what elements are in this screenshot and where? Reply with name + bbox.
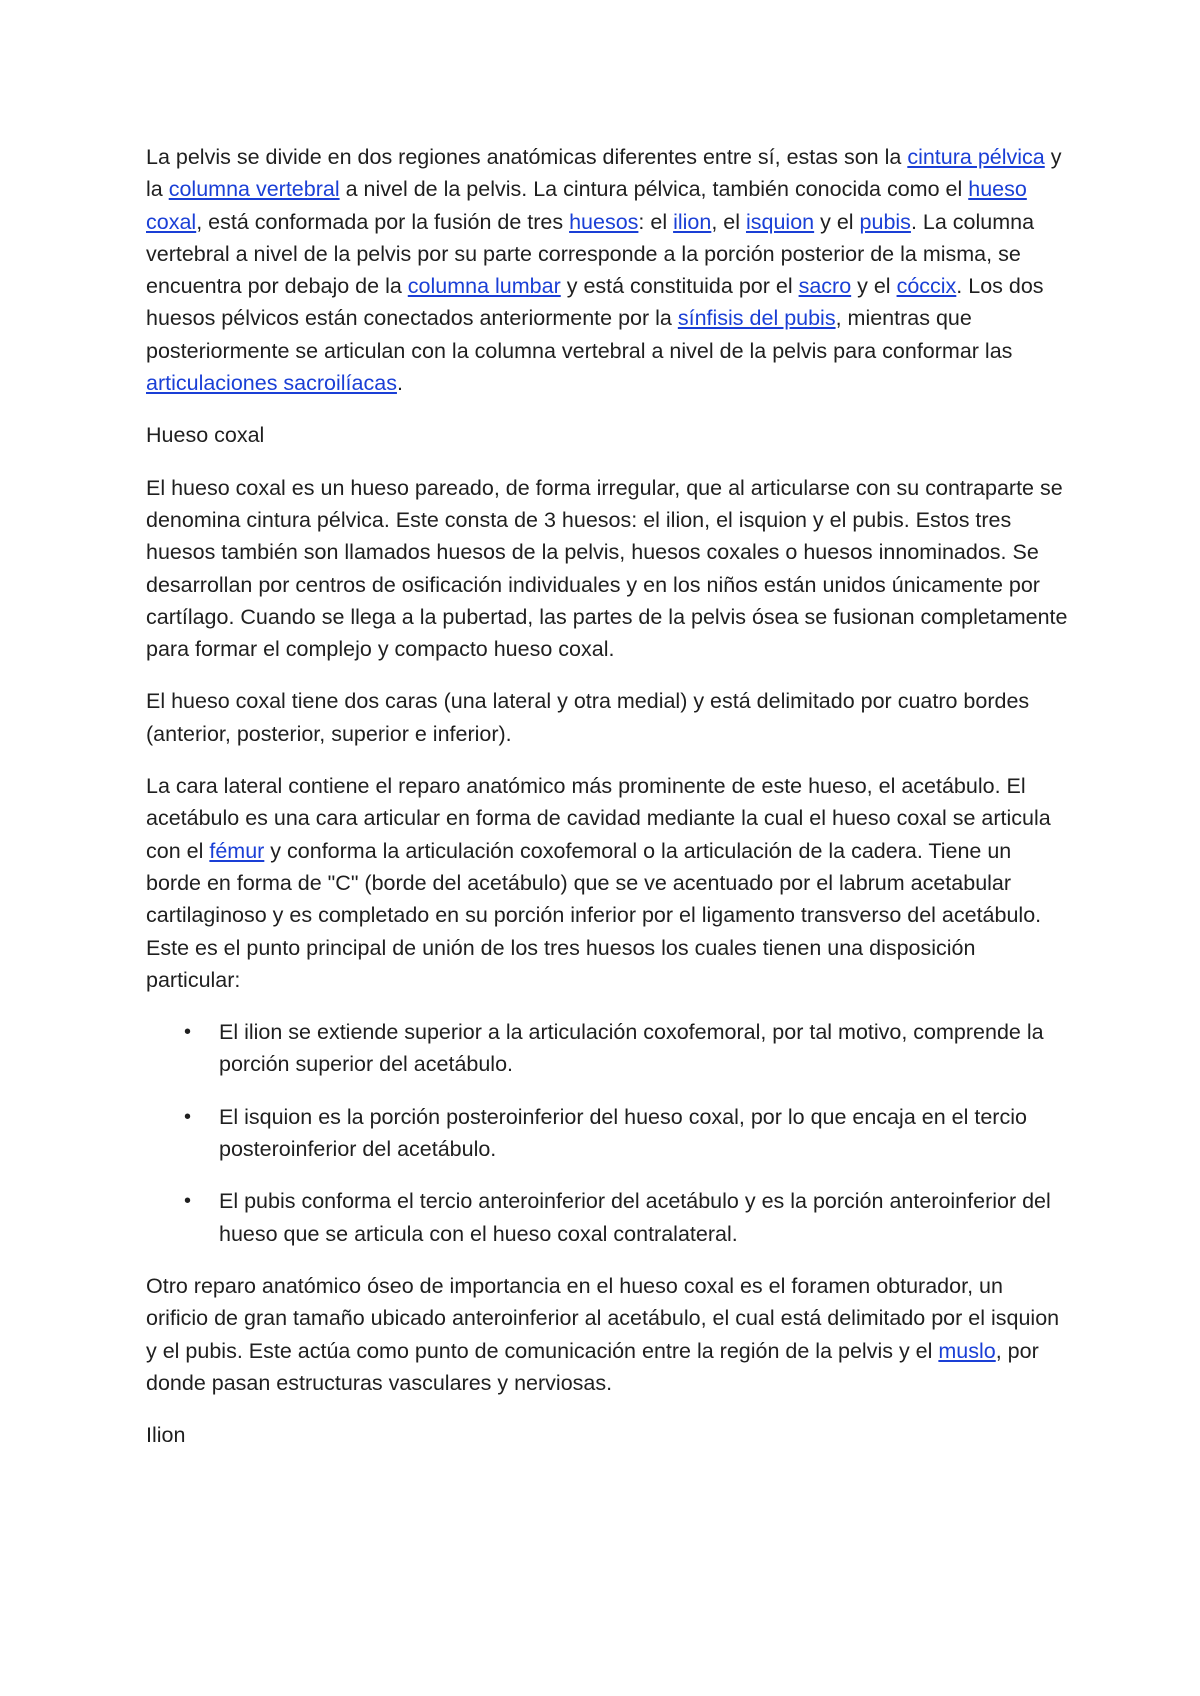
- link-cintura-pelvica[interactable]: cintura pélvica: [907, 145, 1045, 169]
- intro-text: La pelvis se divide en dos regiones anatómicas diferentes entre sí, estas son la: [146, 145, 908, 169]
- intro-text: , está conformada por la fusión de tres: [196, 209, 570, 234]
- link-columna-vertebral[interactable]: columna vertebral: [168, 177, 340, 202]
- link-femur[interactable]: fémur: [209, 838, 265, 863]
- intro-text: y la: [146, 145, 1062, 202]
- link-pubis[interactable]: pubis: [859, 209, 911, 234]
- link-coccix[interactable]: cóccix: [896, 274, 957, 299]
- lateral-text: La cara lateral contiene el reparo anatómico más prominente de este hueso, el acetábulo. El acetábulo es una cara articular en forma de cavidad mediante la cual el hueso coxal se articula con el: [146, 774, 1051, 863]
- intro-text: y está constituida por el: [560, 274, 799, 299]
- link-muslo[interactable]: muslo: [938, 1338, 996, 1363]
- section-heading-ilion: Ilion: [146, 1423, 186, 1448]
- link-sacro[interactable]: sacro: [798, 274, 852, 299]
- foramen-text: , por donde pasan estructuras vasculares y nerviosas.: [146, 1338, 1039, 1395]
- intro-text: , el: [711, 209, 746, 234]
- intro-text: . Los dos huesos pélvicos están conectados anteriormente por la: [146, 274, 1044, 331]
- intro-paragraph: [146, 141, 1068, 399]
- intro-text: . La columna vertebral a nivel de la pelvis por su parte corresponde a la porción posterior de la misma, se encuentra por debajo de la: [146, 209, 1035, 299]
- bullet-icon: •: [184, 1021, 192, 1044]
- intro-text: : el: [638, 209, 674, 234]
- lateral-text: y conforma la articulación coxofemoral o la articulación de la cadera. Tiene un borde en forma de "C" (borde del acetábulo) que se ve acentuado por el labrum acetabular cartilaginoso y es completado en su porción inferior por el ligamento transverso del acetábulo. Este es el punto principal de unión de los tres huesos los cuales tienen una disposición particular:: [146, 838, 1042, 992]
- list-item: [146, 1101, 1068, 1166]
- paragraph-foramen-obturador: [146, 1270, 1068, 1399]
- link-isquion[interactable]: isquion: [745, 209, 815, 234]
- list-item: [146, 1185, 1068, 1250]
- intro-text: y el: [851, 274, 897, 299]
- document-page: [146, 141, 1068, 1471]
- link-sinfisis-del-pubis[interactable]: sínfisis del pubis: [677, 306, 836, 331]
- section-heading-hueso-coxal: Hueso coxal: [146, 423, 265, 448]
- link-huesos[interactable]: huesos: [569, 209, 639, 234]
- link-columna-lumbar[interactable]: columna lumbar: [407, 274, 561, 299]
- list-item-text: El pubis conforma el tercio anteroinferior del acetábulo y es la porción anteroinferior del hueso que se articula con el hueso coxal contralateral.: [219, 1189, 1051, 1246]
- list-item-text: El isquion es la porción posteroinferior del hueso coxal, por lo que encaja en el tercio posteroinferior del acetábulo.: [219, 1104, 1027, 1162]
- bullet-icon: •: [184, 1190, 192, 1213]
- paragraph-coxal-description: El hueso coxal es un hueso pareado, de forma irregular, que al articularse con su contraparte se denomina cintura pélvica. Este consta de 3 huesos: el ilion, el isquion y el pubis. Estos tres huesos también son llamados huesos de la pelvis, huesos coxales o huesos innominados. Se desarrollan por centros de osificación individuales y en los niños están unidos únicamente por cartílago. Cuando se llega a la pubertad, las partes de la pelvis ósea se fusionan completamente para formar el complejo y compacto hueso coxal.: [146, 475, 1068, 662]
- intro-text: .: [396, 371, 403, 396]
- paragraph-coxal-faces: El hueso coxal tiene dos caras (una lateral y otra medial) y está delimitado por cuatro bordes (anterior, posterior, superior e inferior).: [146, 689, 1030, 746]
- intro-text: a nivel de la pelvis. La cintura pélvica, también conocida como el: [339, 177, 969, 202]
- bullet-icon: •: [184, 1105, 192, 1128]
- intro-text: y el: [814, 209, 860, 234]
- link-hueso-coxal[interactable]: hueso coxal: [146, 177, 1027, 234]
- list-item: [146, 1016, 1068, 1081]
- foramen-text: Otro reparo anatómico óseo de importancia en el hueso coxal es el foramen obturador, un orificio de gran tamaño ubicado anteroinferior al acetábulo, el cual está delimitado por el isquion y el pubis. Este actúa como punto de comunicación entre la región de la pelvis y el: [146, 1273, 1060, 1363]
- paragraph-lateral-face: [146, 770, 1068, 996]
- link-articulaciones-sacroiliacas[interactable]: articulaciones sacroilíacas: [146, 371, 397, 396]
- bone-bullet-list: [146, 1016, 1068, 1250]
- list-item-text: El ilion se extiende superior a la articulación coxofemoral, por tal motivo, comprende la porción superior del acetábulo.: [219, 1020, 1044, 1077]
- intro-text: , mientras que posteriormente se articulan con la columna vertebral a nivel de la pelvis para conformar las: [146, 306, 1013, 363]
- link-ilion[interactable]: ilion: [673, 209, 712, 234]
